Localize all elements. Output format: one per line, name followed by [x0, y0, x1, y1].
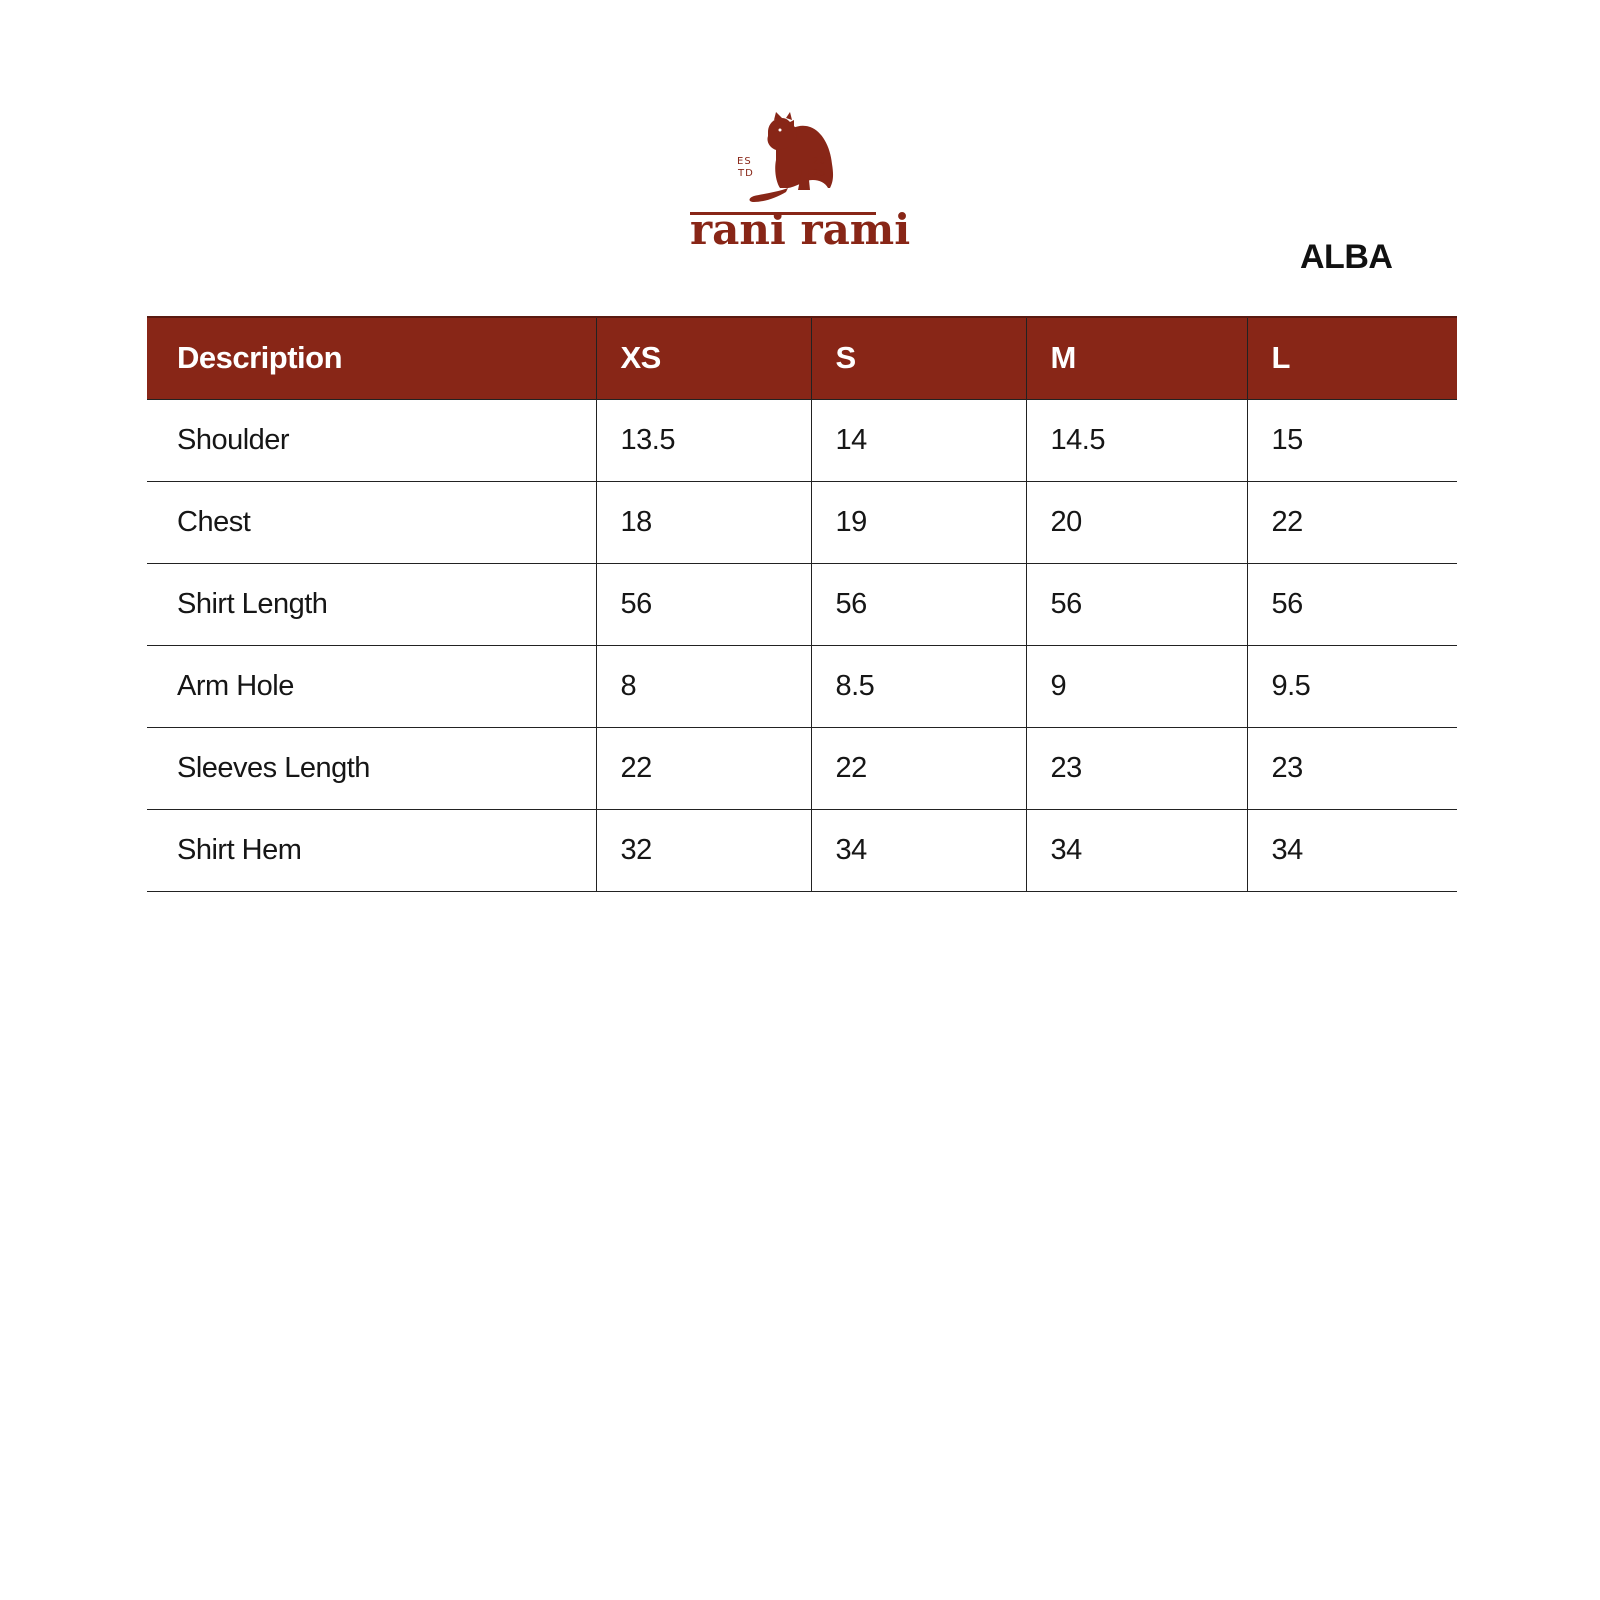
brand-logo [690, 112, 910, 262]
cell-m: 34 [1026, 809, 1247, 891]
cell-l: 56 [1247, 563, 1457, 645]
est-left-top: ES [737, 156, 752, 167]
table-row [147, 809, 1457, 891]
cell-s: 8.5 [811, 645, 1026, 727]
cell-xs: 32 [596, 809, 811, 891]
est-right-bottom: 25 [812, 168, 827, 179]
row-label: Chest [147, 481, 596, 563]
est-left-bottom: TD [738, 168, 754, 179]
cell-xs: 56 [596, 563, 811, 645]
row-label: Sleeves Length [147, 727, 596, 809]
cell-l: 15 [1247, 399, 1457, 481]
header-description: Description [147, 317, 596, 399]
cell-s: 56 [811, 563, 1026, 645]
row-label: Arm Hole [147, 645, 596, 727]
cell-s: 14 [811, 399, 1026, 481]
cell-xs: 13.5 [596, 399, 811, 481]
table-row [147, 563, 1457, 645]
cell-l: 9.5 [1247, 645, 1457, 727]
cell-xs: 22 [596, 727, 811, 809]
cell-l: 23 [1247, 727, 1457, 809]
cell-m: 20 [1026, 481, 1247, 563]
product-name: ALBA [1300, 238, 1393, 276]
row-label: Shirt Hem [147, 809, 596, 891]
cell-s: 22 [811, 727, 1026, 809]
est-right-top: 20 [812, 156, 827, 167]
row-label: Shoulder [147, 399, 596, 481]
table-row [147, 727, 1457, 809]
cell-xs: 8 [596, 645, 811, 727]
cell-m: 14.5 [1026, 399, 1247, 481]
brand-wordmark: rani rami [690, 205, 910, 254]
table-header-row [147, 317, 1457, 399]
cell-s: 34 [811, 809, 1026, 891]
row-label: Shirt Length [147, 563, 596, 645]
cell-l: 22 [1247, 481, 1457, 563]
size-chart-table [147, 316, 1457, 892]
cell-l: 34 [1247, 809, 1457, 891]
cell-s: 19 [811, 481, 1026, 563]
header-size-xs: XS [596, 317, 811, 399]
cell-m: 23 [1026, 727, 1247, 809]
header-size-s: S [811, 317, 1026, 399]
table-row [147, 481, 1457, 563]
cell-m: 9 [1026, 645, 1247, 727]
table-row [147, 645, 1457, 727]
header-size-m: M [1026, 317, 1247, 399]
table-row [147, 399, 1457, 481]
header-size-l: L [1247, 317, 1457, 399]
cell-m: 56 [1026, 563, 1247, 645]
cell-xs: 18 [596, 481, 811, 563]
